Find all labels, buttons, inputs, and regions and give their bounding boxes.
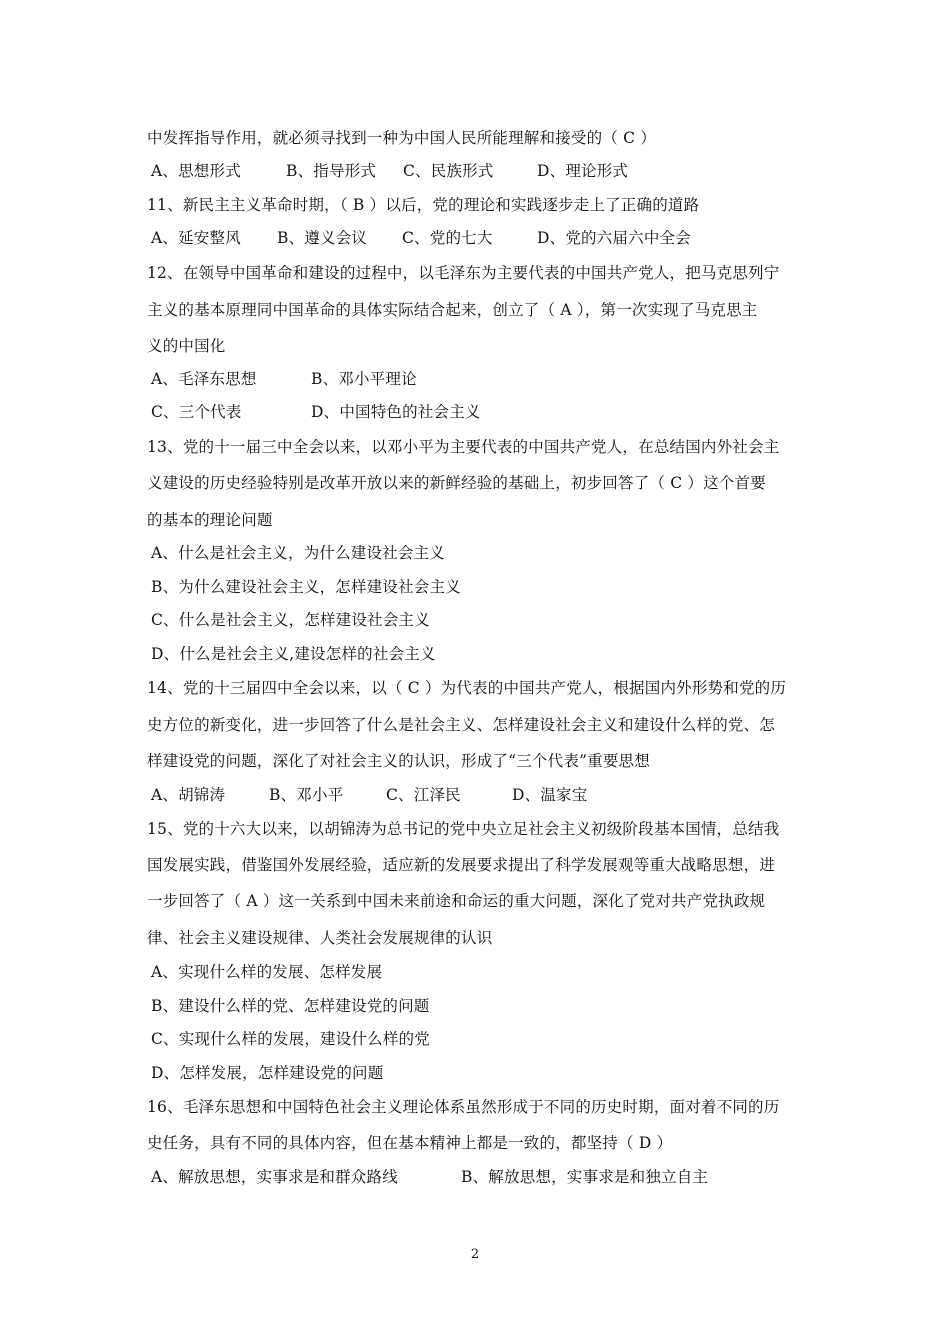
question-13-option-a: A、什么是社会主义，为什么建设社会主义	[151, 544, 445, 562]
question-14-text-line-2: 史方位的新变化，进一步回答了什么是社会主义、怎样建设社会主义和建设什么样的党、怎	[147, 716, 776, 734]
question-16-options	[151, 1167, 831, 1187]
question-12-options-row-1	[151, 369, 831, 389]
question-15-text-line-2: 国发展实践，借鉴国外发展经验，适应新的发展要求提出了科学发展观等重大战略思想，进	[147, 856, 776, 874]
question-15-text-line-3: 一步回答了（ A ）这一关系到中国未来前途和命运的重大问题，深化了党对共产党执政规	[147, 892, 766, 910]
option-d: D、温家宝	[512, 786, 588, 804]
option-b: B、邓小平	[269, 786, 344, 804]
question-13-text-line-2: 义建设的历史经验特别是改革开放以来的新鲜经验的基础上，初步回答了（ C ）这个首要	[147, 474, 766, 492]
question-16-text-line-1: 16、毛泽东思想和中国特色社会主义理论体系虽然形成于不同的历史时期，面对着不同的历	[147, 1098, 780, 1116]
question-12-text-line-3: 义的中国化	[147, 337, 226, 355]
option-d: D、中国特色的社会主义	[311, 403, 481, 421]
question-11-text: 11、新民主主义革命时期，（ B ）以后，党的理论和实践逐步走上了正确的道路	[147, 196, 700, 214]
question-13-option-c: C、什么是社会主义，怎样建设社会主义	[151, 611, 430, 629]
option-b: B、遵义会议	[277, 229, 368, 247]
option-c: C、江泽民	[386, 786, 461, 804]
option-a: A、延安整风	[151, 229, 241, 247]
question-12-text-line-2: 主义的基本原理同中国革命的具体实际结合起来，创立了（ A ），第一次实现了马克思主	[147, 301, 758, 319]
option-b: B、指导形式	[286, 162, 377, 180]
question-15-option-a: A、实现什么样的发展、怎样发展	[151, 963, 383, 981]
option-c: C、民族形式	[403, 162, 494, 180]
option-c: C、党的七大	[402, 229, 493, 247]
option-b: B、解放思想，实事求是和独立自主	[461, 1168, 709, 1186]
question-15-text-line-1: 15、党的十六大以来，以胡锦涛为总书记的党中央立足社会主义初级阶段基本国情，总结我	[147, 820, 780, 838]
question-13-option-b: B、为什么建设社会主义，怎样建设社会主义	[151, 578, 461, 596]
question-14-options	[151, 785, 831, 805]
option-d: D、理论形式	[537, 162, 629, 180]
question-15-text-line-4: 律、社会主义建设规律、人类社会发展规律的认识	[147, 929, 493, 947]
question-10-options	[151, 161, 831, 181]
question-10-text-end: 中发挥指导作用，就必须寻找到一种为中国人民所能理解和接受的（ C ）	[147, 129, 657, 147]
option-b: B、邓小平理论	[311, 370, 417, 388]
question-13-text-line-3: 的基本的理论问题	[147, 511, 273, 529]
option-a: A、解放思想，实事求是和群众路线	[151, 1168, 398, 1186]
question-14-text-line-1: 14、党的十三届四中全会以来，以（ C ）为代表的中国共产党人，根据国内外形势和党的历	[147, 679, 787, 697]
question-16-text-line-2: 史任务，具有不同的具体内容，但在基本精神上都是一致的，都坚持（ D ）	[147, 1134, 673, 1152]
question-11-options	[151, 228, 831, 248]
page-number: 2	[470, 1247, 480, 1262]
option-c: C、三个代表	[151, 403, 242, 421]
option-d: D、党的六届六中全会	[537, 229, 691, 247]
question-15-option-d: D、怎样发展，怎样建设党的问题	[151, 1064, 384, 1082]
question-13-option-d: D、什么是社会主义,建设怎样的社会主义	[151, 645, 436, 663]
question-13-text-line-1: 13、党的十一届三中全会以来，以邓小平为主要代表的中国共产党人，在总结国内外社会主	[147, 438, 780, 456]
option-a: A、思想形式	[151, 162, 241, 180]
question-12-options-row-2	[151, 402, 831, 422]
question-14-text-line-3: 样建设党的问题，深化了对社会主义的认识，形成了“三个代表”重要思想	[147, 752, 650, 770]
option-a: A、胡锦涛	[151, 786, 226, 804]
option-a: A、毛泽东思想	[151, 370, 257, 388]
question-15-option-c: C、实现什么样的发展，建设什么样的党	[151, 1030, 430, 1048]
question-15-option-b: B、建设什么样的党、怎样建设党的问题	[151, 997, 430, 1015]
question-12-text-line-1: 12、在领导中国革命和建设的过程中，以毛泽东为主要代表的中国共产党人，把马克思列宁	[147, 264, 780, 282]
